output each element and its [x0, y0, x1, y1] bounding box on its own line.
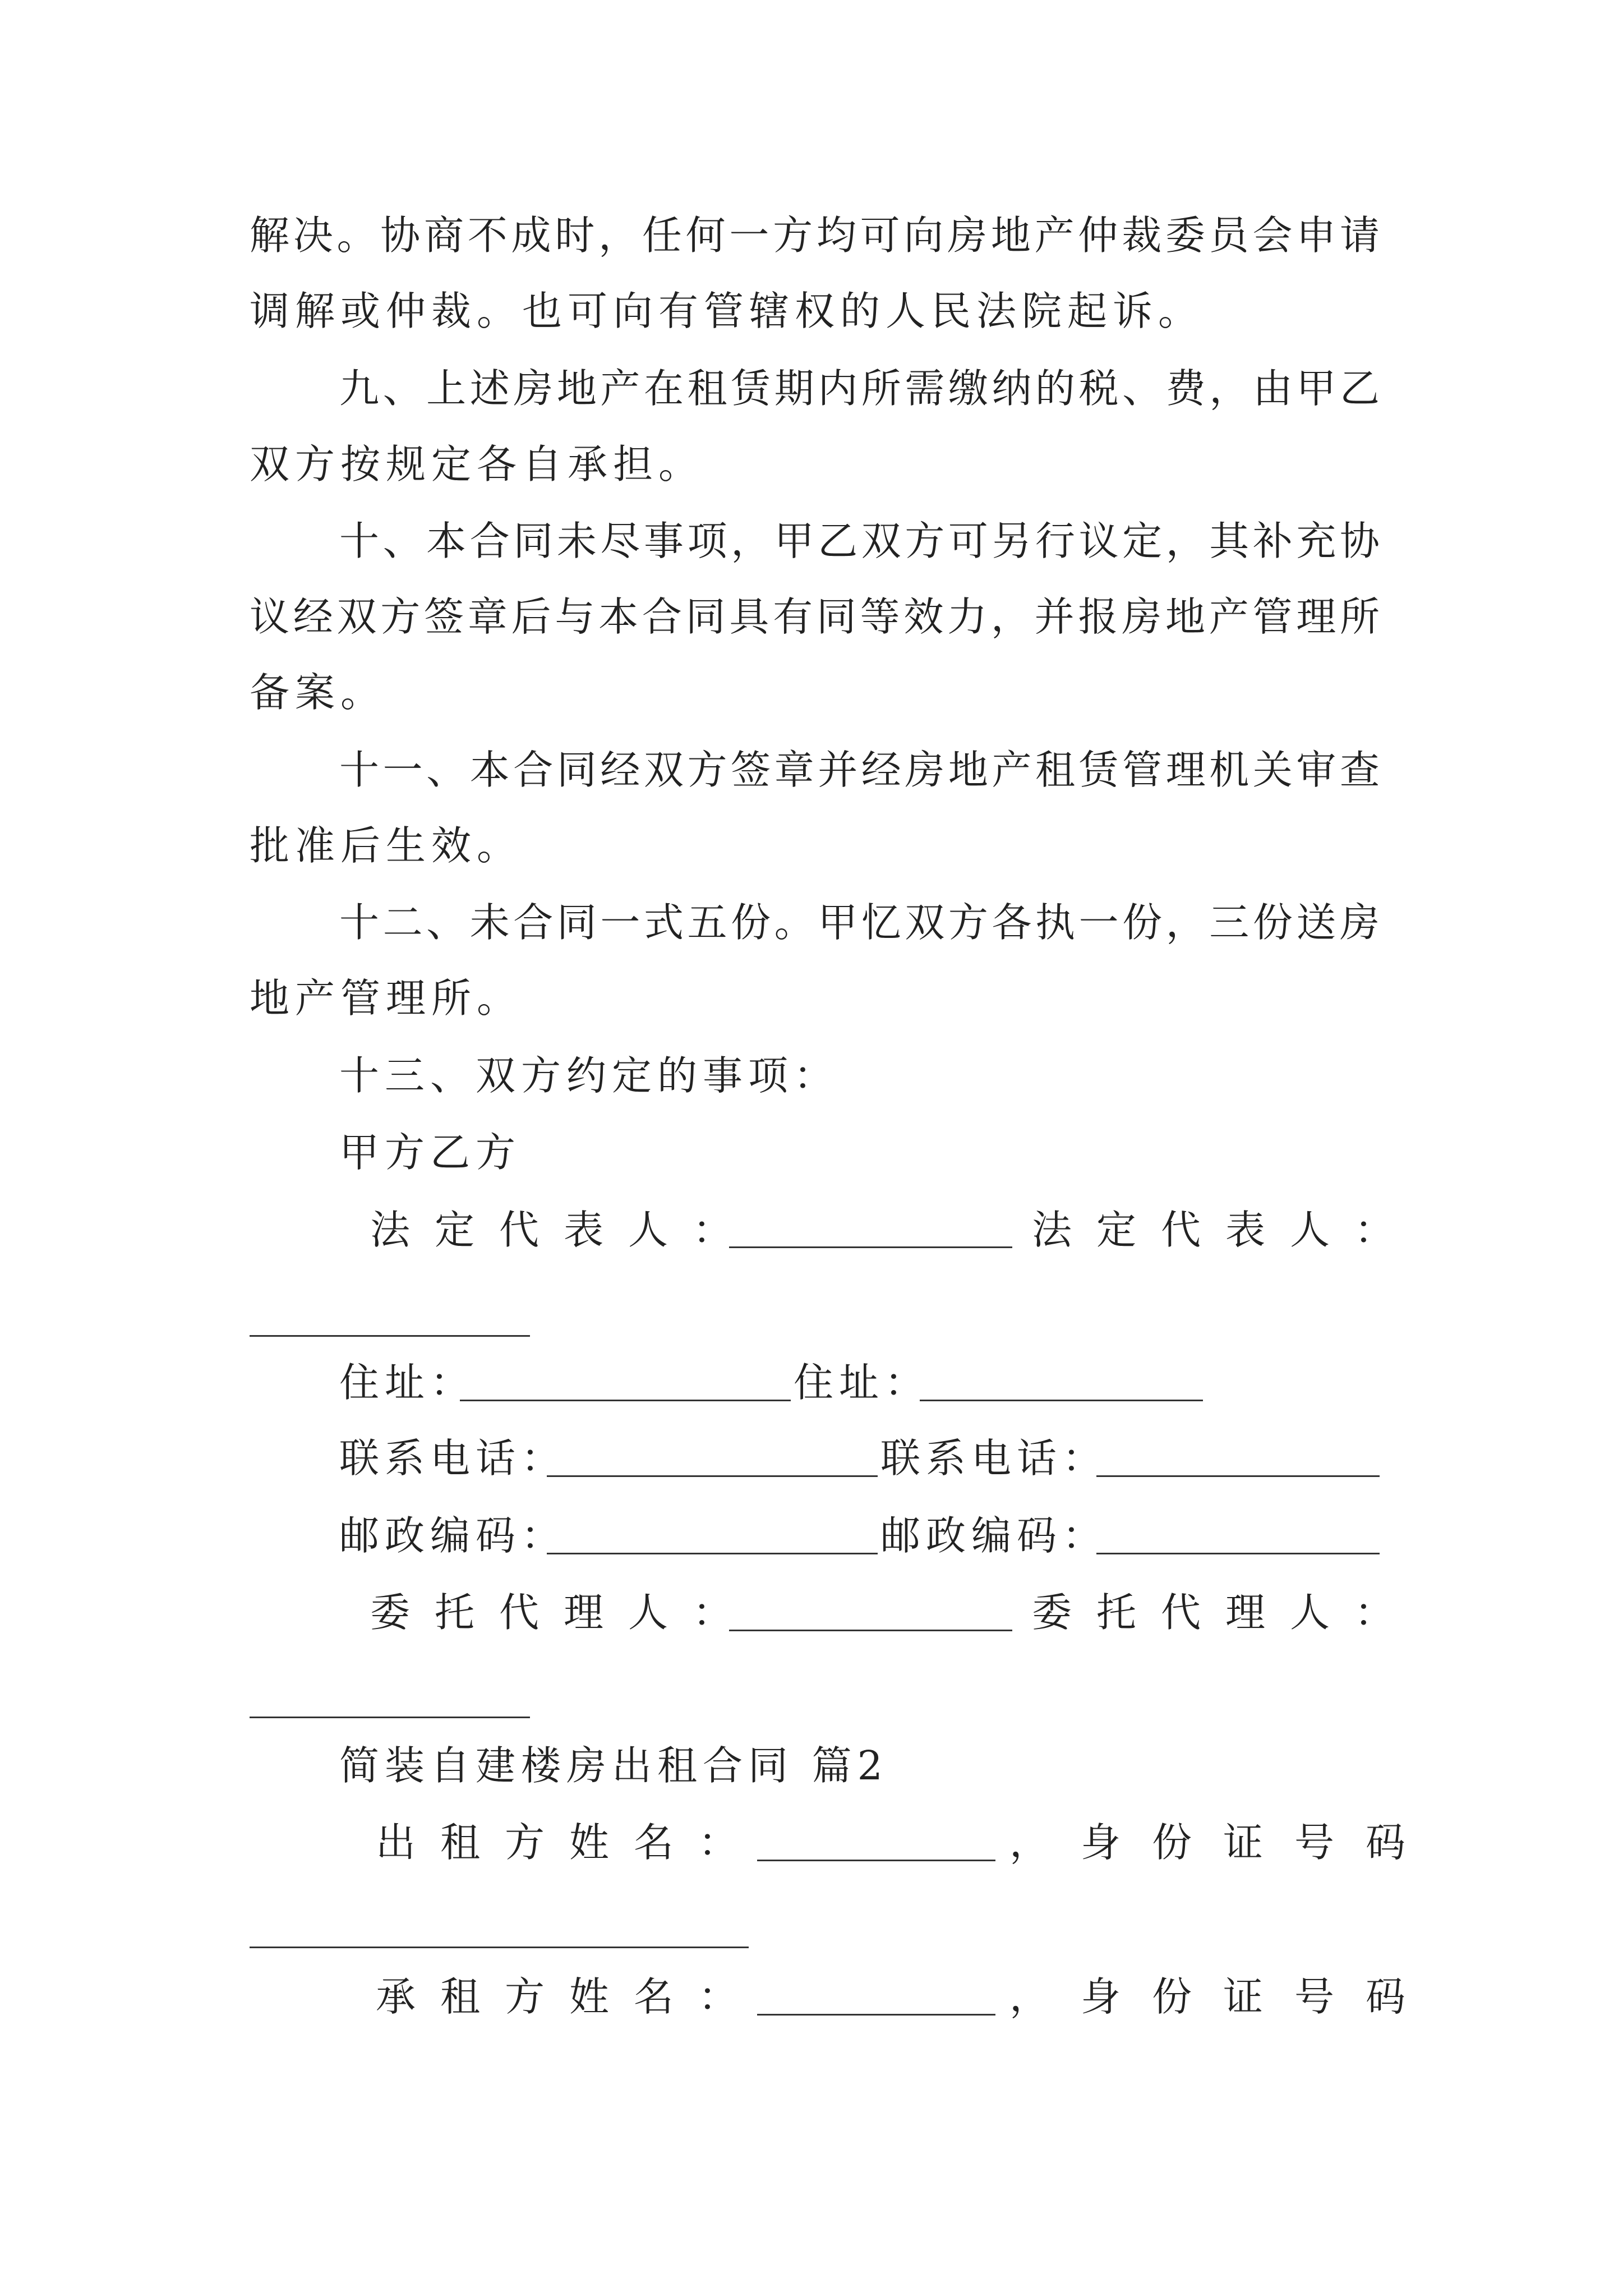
legal-rep-row-b — [1032, 1205, 1419, 1255]
paragraph-8-continued-line-2: 调解或仲裁。也可向有管辖权的人民法院起诉。 — [250, 288, 1204, 334]
section-2-title: 简装自建楼房出租合同 篇2 — [339, 1742, 888, 1789]
parties-heading: 甲方乙方 — [339, 1129, 522, 1176]
phone-label-a: 联系电话： — [339, 1435, 567, 1481]
paragraph-10-line-3: 备案。 — [250, 669, 386, 716]
postcode-blank-a[interactable] — [547, 1553, 878, 1554]
lessor-id-blank[interactable] — [250, 1941, 749, 1948]
agent-blank-b[interactable] — [250, 1711, 530, 1718]
phone-blank-b[interactable] — [1096, 1475, 1380, 1477]
agent-blank-a[interactable] — [729, 1630, 1012, 1631]
legal-rep-label-a: 法定代表人： — [370, 1207, 758, 1253]
legal-rep-blank-a[interactable] — [729, 1246, 1012, 1248]
lessor-id-label: ，身份证号码 — [1009, 1819, 1437, 1866]
postcode-blank-b[interactable] — [1096, 1553, 1380, 1554]
address-blank-b[interactable] — [920, 1400, 1203, 1401]
legal-rep-blank-b[interactable] — [250, 1329, 530, 1337]
legal-rep-label-b: 法定代表人： — [1032, 1207, 1419, 1253]
address-blank-a[interactable] — [460, 1400, 791, 1401]
address-label-b: 住址： — [794, 1359, 930, 1406]
address-label-a: 住址： — [339, 1359, 476, 1406]
phone-label-b: 联系电话： — [880, 1435, 1108, 1481]
paragraph-12-line-2: 地产管理所。 — [250, 975, 523, 1022]
paragraph-12-line-1: 十二、未合同一式五份。甲忆双方各执一份，三份送房 — [339, 899, 1380, 946]
paragraph-10-line-1: 十、本合同未尽事项，甲乙双方可另行议定，其补充协 — [339, 518, 1380, 564]
paragraph-11-line-1: 十一、本合同经双方签章并经房地产租赁管理机关审查 — [339, 747, 1380, 793]
lessee-id-label: ，身份证号码 — [1009, 1973, 1437, 2020]
lessor-name-blank[interactable] — [757, 1860, 995, 1861]
phone-blank-a[interactable] — [547, 1475, 878, 1477]
paragraph-13: 十三、双方约定的事项： — [339, 1052, 840, 1099]
paragraph-10-line-2: 议经双方签章后与本合同具有同等效力，并报房地产管理所 — [250, 593, 1380, 640]
postcode-label-b: 邮政编码： — [880, 1512, 1108, 1559]
postcode-label-a: 邮政编码： — [339, 1512, 567, 1559]
agent-label-a: 委托代理人： — [370, 1589, 758, 1636]
paragraph-9-line-2: 双方按规定各自承担。 — [250, 441, 704, 487]
lessee-name-blank[interactable] — [757, 2014, 995, 2016]
legal-rep-row — [370, 1205, 757, 1255]
paragraph-8-continued-line-1: 解决。协商不成时，任何一方均可向房地产仲裁委员会申请 — [250, 212, 1380, 259]
lessor-name-label: 出租方姓名： — [376, 1819, 763, 1866]
paragraph-11-line-2: 批准后生效。 — [250, 822, 523, 869]
lessee-name-label: 承租方姓名： — [376, 1973, 763, 2020]
paragraph-9-line-1: 九、上述房地产在租赁期内所需缴纳的税、费，由甲乙 — [339, 365, 1380, 412]
agent-label-b: 委托代理人： — [1032, 1589, 1419, 1636]
